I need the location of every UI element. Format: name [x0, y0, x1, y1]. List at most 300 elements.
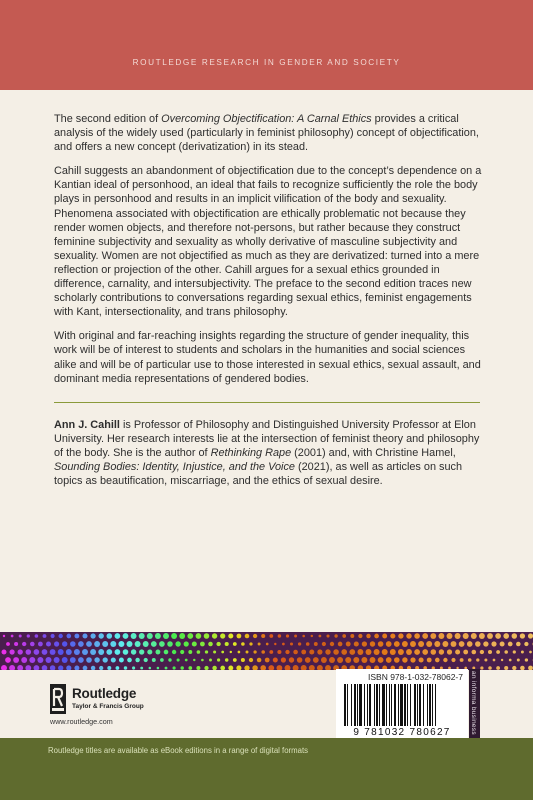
decorative-dot [382, 634, 387, 639]
decorative-dot [329, 657, 335, 663]
decorative-dot [43, 634, 47, 638]
decorative-dot [34, 649, 40, 655]
decorative-dot [476, 658, 479, 661]
decorative-dot [305, 657, 311, 663]
barcode-bar [357, 684, 358, 726]
barcode-bar [364, 684, 365, 726]
barcode-bar [376, 684, 378, 726]
decorative-dot [184, 641, 189, 646]
decorative-dot [171, 633, 177, 639]
decorative-dot [501, 659, 503, 661]
decorative-dot [414, 633, 420, 639]
decorative-dot [143, 641, 149, 647]
publisher-block [50, 684, 190, 724]
informa-tab [469, 669, 480, 739]
decorative-dot [311, 635, 313, 637]
barcode-bar [429, 684, 431, 726]
decorative-dot [269, 634, 273, 638]
decorative-dot [98, 649, 104, 655]
decorative-dot [54, 657, 60, 663]
barcode-bar [404, 684, 406, 726]
ebook-note: Routledge titles are available as eBook editions in a range of digital formats [48, 746, 309, 755]
decorative-dot [74, 634, 79, 639]
decorative-dot [467, 641, 473, 647]
decorative-dot [286, 634, 289, 637]
decorative-dot [435, 658, 440, 663]
author-name: Ann J. Cahill [54, 419, 120, 431]
decorative-dot [278, 634, 281, 637]
decorative-dot [500, 642, 505, 647]
bio-text: (2021), as well as articles on such topics as beautification, miscarriage, and the ethics of sexual desire. [54, 461, 463, 488]
publisher-url[interactable]: www.routledge.com [50, 717, 113, 726]
decorative-dot [30, 642, 35, 647]
decorative-dot [241, 642, 245, 646]
decorative-dot [334, 634, 337, 637]
series-title: ROUTLEDGE RESEARCH IN GENDER AND SOCIETY [132, 58, 401, 67]
decorative-dot [168, 658, 171, 661]
decorative-dot [147, 633, 153, 639]
decorative-dot [451, 658, 455, 662]
decorative-dot [290, 642, 293, 645]
decorative-dot [159, 641, 165, 647]
decorative-dot [86, 641, 92, 647]
decorative-dot [463, 633, 469, 639]
barcode-bar [347, 684, 348, 726]
decorative-dot [5, 657, 11, 663]
decorative-dot [188, 650, 192, 654]
decorative-dot [525, 658, 528, 661]
decorative-dot [94, 641, 100, 647]
decorative-dot [115, 649, 121, 655]
decorative-dot [508, 642, 513, 647]
book-description [54, 112, 482, 396]
decorative-dot [149, 667, 152, 670]
decorative-dot [3, 635, 5, 637]
decorative-dot [115, 633, 121, 639]
decorative-dot [94, 657, 99, 662]
decorative-dot [82, 649, 88, 655]
decorative-dot [246, 651, 249, 654]
decorative-dot [261, 650, 265, 654]
decorative-dot [269, 650, 273, 654]
publisher-group: Taylor & Francis Group [72, 703, 144, 710]
decorative-dot [463, 650, 468, 655]
decorative-dot [483, 641, 488, 646]
barcode-bar [435, 684, 436, 726]
decorative-dot [480, 650, 484, 654]
decorative-dot [261, 634, 265, 638]
decorative-dot [357, 649, 363, 655]
barcode-bar [427, 684, 428, 726]
decorative-dot [277, 650, 281, 654]
decorative-dot [326, 634, 329, 637]
decorative-dot [509, 659, 512, 662]
decorative-dot [233, 642, 237, 646]
barcode-bar [400, 684, 403, 726]
barcode-bar [394, 684, 396, 726]
decorative-dot [370, 641, 375, 646]
barcode-graphic [344, 684, 462, 728]
decorative-dot [70, 641, 76, 647]
decorative-dot [390, 649, 396, 655]
decorative-dot [197, 650, 201, 654]
decorative-dot [165, 667, 168, 670]
decorative-dot [177, 658, 180, 661]
decorative-dot [221, 651, 224, 654]
barcode-bar [419, 684, 421, 726]
informa-label: an informa business [470, 671, 477, 735]
decorative-dot [18, 649, 23, 654]
decorative-dot [521, 651, 524, 654]
decorative-dot [382, 649, 388, 655]
decorative-dot [2, 650, 7, 655]
decorative-dot [209, 659, 212, 662]
decorative-dot [225, 658, 228, 661]
decorative-dot [265, 658, 270, 663]
barcode-bar [354, 684, 356, 726]
decorative-dot [46, 657, 52, 663]
decorative-dot [491, 641, 496, 646]
decorative-dot [212, 633, 217, 638]
decorative-dot [253, 650, 256, 653]
decorative-dot [354, 641, 359, 646]
decorative-dot [208, 642, 213, 647]
decorative-dot [147, 649, 152, 654]
decorative-dot [86, 657, 92, 663]
decorative-dot [102, 641, 108, 647]
decorative-dot [127, 641, 133, 647]
decorative-dot [90, 633, 95, 638]
barcode-bar [379, 684, 380, 726]
decorative-dot [301, 650, 306, 655]
barcode-bar [374, 684, 375, 726]
decorative-dot [233, 658, 237, 662]
decorative-dot [110, 641, 116, 647]
routledge-logo-icon [50, 684, 66, 714]
decorative-dot [442, 641, 448, 647]
decorative-dot [245, 634, 250, 639]
decorative-dot [106, 649, 112, 655]
decorative-dot [204, 633, 210, 639]
decorative-dot [273, 657, 278, 662]
isbn-label: ISBN 978-1-032-78062-7 [368, 672, 463, 682]
decorative-dot [135, 641, 141, 647]
decorative-dot [21, 657, 27, 663]
decorative-dot [313, 657, 319, 663]
decorative-dot [366, 634, 370, 638]
decorative-dot [337, 657, 343, 663]
decorative-dot [253, 634, 257, 638]
decorative-dot [282, 643, 285, 646]
decorative-dot [27, 634, 30, 637]
decorative-dot [430, 633, 436, 639]
decorative-dot [185, 659, 188, 662]
decorative-dot [241, 658, 245, 662]
decorative-dot [163, 633, 169, 639]
publisher-name: Routledge [72, 686, 137, 701]
decorative-dot [524, 642, 528, 646]
decorative-dot [187, 633, 193, 639]
bio-text: (2001) and, with Christine Hamel, [291, 447, 456, 460]
barcode-bar [391, 684, 392, 726]
decorative-dot [78, 657, 84, 663]
decorative-dot [139, 633, 145, 639]
decorative-dot [434, 641, 440, 647]
decorative-dot [460, 658, 464, 662]
decorative-dot [378, 657, 384, 663]
decorative-dot [266, 643, 269, 646]
decorative-dot [6, 642, 10, 646]
decorative-dot [257, 658, 262, 663]
barcode-bar [389, 684, 390, 726]
decorative-dot [512, 633, 517, 638]
decorative-dot [35, 634, 39, 638]
decorative-dot [394, 657, 400, 663]
decorative-dot [10, 649, 15, 654]
decorative-dot [517, 659, 520, 662]
decorative-dot [402, 657, 407, 662]
decorative-dot [487, 633, 493, 639]
decorative-dot [306, 642, 310, 646]
decorative-dot [213, 650, 216, 653]
barcode-bar [423, 684, 424, 726]
decorative-dot [321, 657, 327, 663]
decorative-dot [398, 633, 403, 638]
decorative-dot [107, 633, 113, 639]
barcode-digits: 9 781032 780627 [353, 727, 451, 738]
decorative-dot [496, 650, 500, 654]
decorative-dot [193, 659, 195, 661]
barcode-bar [417, 684, 418, 726]
barcode-bar [382, 684, 385, 726]
decorative-dot [217, 658, 220, 661]
decorative-dot [447, 633, 453, 639]
decorative-dot [237, 634, 242, 639]
decorative-dot [386, 641, 392, 647]
decorative-dot [62, 657, 68, 663]
decorative-dot [66, 649, 72, 655]
decorative-dot [374, 649, 380, 655]
decorative-dot [330, 642, 334, 646]
barcode-bar [344, 684, 346, 726]
decorative-dot [98, 633, 103, 638]
decorative-dot [468, 658, 472, 662]
decorative-dot [196, 633, 202, 639]
book-title-italic: Rethinking Rape [210, 447, 292, 460]
decorative-dot [14, 642, 18, 646]
decorative-dot [281, 657, 286, 662]
decorative-dot [406, 633, 411, 638]
decorative-dot [361, 657, 367, 663]
decorative-dot [13, 657, 19, 663]
decorative-dot [175, 641, 180, 646]
barcode-bar [367, 684, 368, 726]
decorative-dot [151, 641, 157, 647]
decorative-dot [51, 634, 55, 638]
decorative-dot [475, 641, 481, 647]
decorative-dot [155, 633, 161, 639]
decorative-dot [342, 634, 346, 638]
decorative-dot [238, 651, 241, 654]
decorative-dot [297, 657, 303, 663]
decorative-dot [314, 642, 318, 646]
decorative-dot [319, 635, 322, 638]
decorative-dot [390, 633, 395, 638]
description-paragraph-1 [54, 112, 482, 154]
decorative-dot [46, 641, 51, 646]
barcode-bar [351, 684, 352, 726]
decorative-dot [455, 649, 460, 654]
decorative-dot [205, 650, 208, 653]
decorative-dot [249, 642, 252, 645]
decorative-dot [135, 658, 139, 662]
decorative-dot [172, 650, 176, 654]
decorative-dot [422, 649, 428, 655]
decorative-dot [345, 657, 351, 663]
decorative-dot [322, 642, 326, 646]
decorative-dot [285, 650, 289, 654]
barcode-bar [386, 684, 387, 726]
decorative-dot [22, 642, 26, 646]
decorative-dot [484, 659, 487, 662]
decorative-dot [38, 642, 43, 647]
description-paragraph-3: With original and far-reaching insights regarding the structure of gender inequality, this work will be of interest to students and scholars in the humanities and social sciences alike and will be of particular use to those interested in sexual ethics, sexual assault, and dominant media representations of gendered bodies. [54, 330, 481, 385]
description-text: The second edition of [54, 113, 162, 125]
decorative-dot [520, 633, 525, 638]
barcode-bar [407, 684, 408, 726]
decorative-dot [366, 649, 372, 655]
decorative-dot [19, 635, 22, 638]
decorative-dot [410, 657, 415, 662]
decorative-dot [216, 642, 220, 646]
decorative-dot [111, 657, 116, 662]
decorative-dot [443, 658, 447, 662]
decorative-dot [410, 641, 416, 647]
decorative-dot [294, 635, 297, 638]
decorative-dot [74, 649, 80, 655]
barcode-bar [359, 684, 362, 726]
decorative-dot [472, 650, 477, 655]
decorative-dot [459, 641, 465, 647]
decorative-dot [386, 657, 392, 663]
decorative-dot [62, 641, 67, 646]
decorative-dot [139, 649, 144, 654]
decorative-dot [394, 641, 400, 647]
decorative-dot [495, 633, 501, 639]
decorative-dot [167, 641, 173, 647]
decorative-dot [160, 658, 164, 662]
decorative-dot [378, 641, 384, 647]
decorative-dot [140, 667, 143, 670]
decorative-dot [90, 649, 96, 655]
decorative-dot [493, 659, 496, 662]
decorative-dot [419, 657, 424, 662]
decorative-dot [438, 633, 444, 639]
decorative-dot [131, 633, 137, 639]
decorative-dot [349, 649, 355, 655]
decorative-dot [59, 634, 63, 638]
decorative-dot [123, 649, 129, 655]
decorative-dot [26, 649, 32, 655]
decorative-dot [341, 649, 347, 655]
barcode-bar [398, 684, 399, 726]
decorative-dot [118, 641, 124, 647]
barcode-bar [432, 684, 433, 726]
decorative-dot [426, 641, 432, 647]
decorative-dot [503, 633, 509, 639]
decorative-dot [374, 634, 379, 639]
decorative-dot [127, 658, 132, 663]
book-title-italic: Overcoming Objectification: A Carnal Ethics [161, 113, 372, 125]
barcode-bar [369, 684, 371, 726]
decorative-dot [358, 634, 362, 638]
decorative-dot [119, 658, 124, 663]
decorative-dot [293, 650, 298, 655]
decorative-dot [325, 649, 330, 654]
decorative-dot [504, 650, 508, 654]
decorative-dot [152, 658, 156, 662]
decorative-dot [427, 658, 432, 663]
decorative-dot [78, 641, 84, 647]
decorative-dot [179, 633, 185, 639]
decorative-dot [302, 635, 305, 638]
decorative-dot [455, 633, 461, 639]
decorative-dot [228, 633, 233, 638]
decorative-dot [42, 649, 48, 655]
decorative-dot [29, 657, 35, 663]
decorative-dot [157, 667, 160, 670]
decorative-dot [164, 650, 169, 655]
barcode-bar [414, 684, 416, 726]
decorative-dot [230, 651, 232, 653]
decorative-dot [298, 642, 301, 645]
decorative-dot [192, 641, 197, 646]
decorative-dot [529, 651, 532, 654]
decorative-dot [353, 657, 359, 663]
decorative-dot [333, 649, 339, 655]
decorative-dot [350, 634, 354, 638]
barcode-bar [410, 684, 411, 726]
decorative-dot [398, 649, 404, 655]
decorative-dot [418, 641, 424, 647]
decorative-dot [200, 642, 205, 647]
decorative-dot [249, 658, 253, 662]
book-title-italic: Sounding Bodies: Identity, Injustice, and the Voice [54, 461, 295, 474]
description-text: provides a critical analysis of the widely used (particularly in feminist philosophy) concept of objectification, and offers a new concept (derivatization) in its stead. [54, 113, 479, 154]
decorative-dot [528, 633, 533, 638]
decorative-dot [414, 649, 420, 655]
decorative-dot [309, 649, 314, 654]
decorative-dot [447, 649, 452, 654]
decorative-dot [471, 633, 477, 639]
author-bio-paragraph [54, 418, 482, 488]
decorative-dot [50, 649, 56, 655]
decorative-dot [451, 641, 457, 647]
decorative-dot [37, 657, 43, 663]
decorative-dot [402, 641, 408, 647]
decorative-dot [513, 650, 516, 653]
decorative-dot [220, 633, 225, 638]
decorative-dot [488, 650, 492, 654]
section-divider [54, 402, 480, 403]
decorative-dot [346, 642, 351, 647]
decorative-dot [201, 659, 204, 662]
decorative-dot [103, 657, 108, 662]
decorative-dot [144, 658, 148, 662]
decorative-dot [479, 633, 485, 639]
decorative-dot [439, 649, 444, 654]
decorative-dot [274, 643, 276, 645]
